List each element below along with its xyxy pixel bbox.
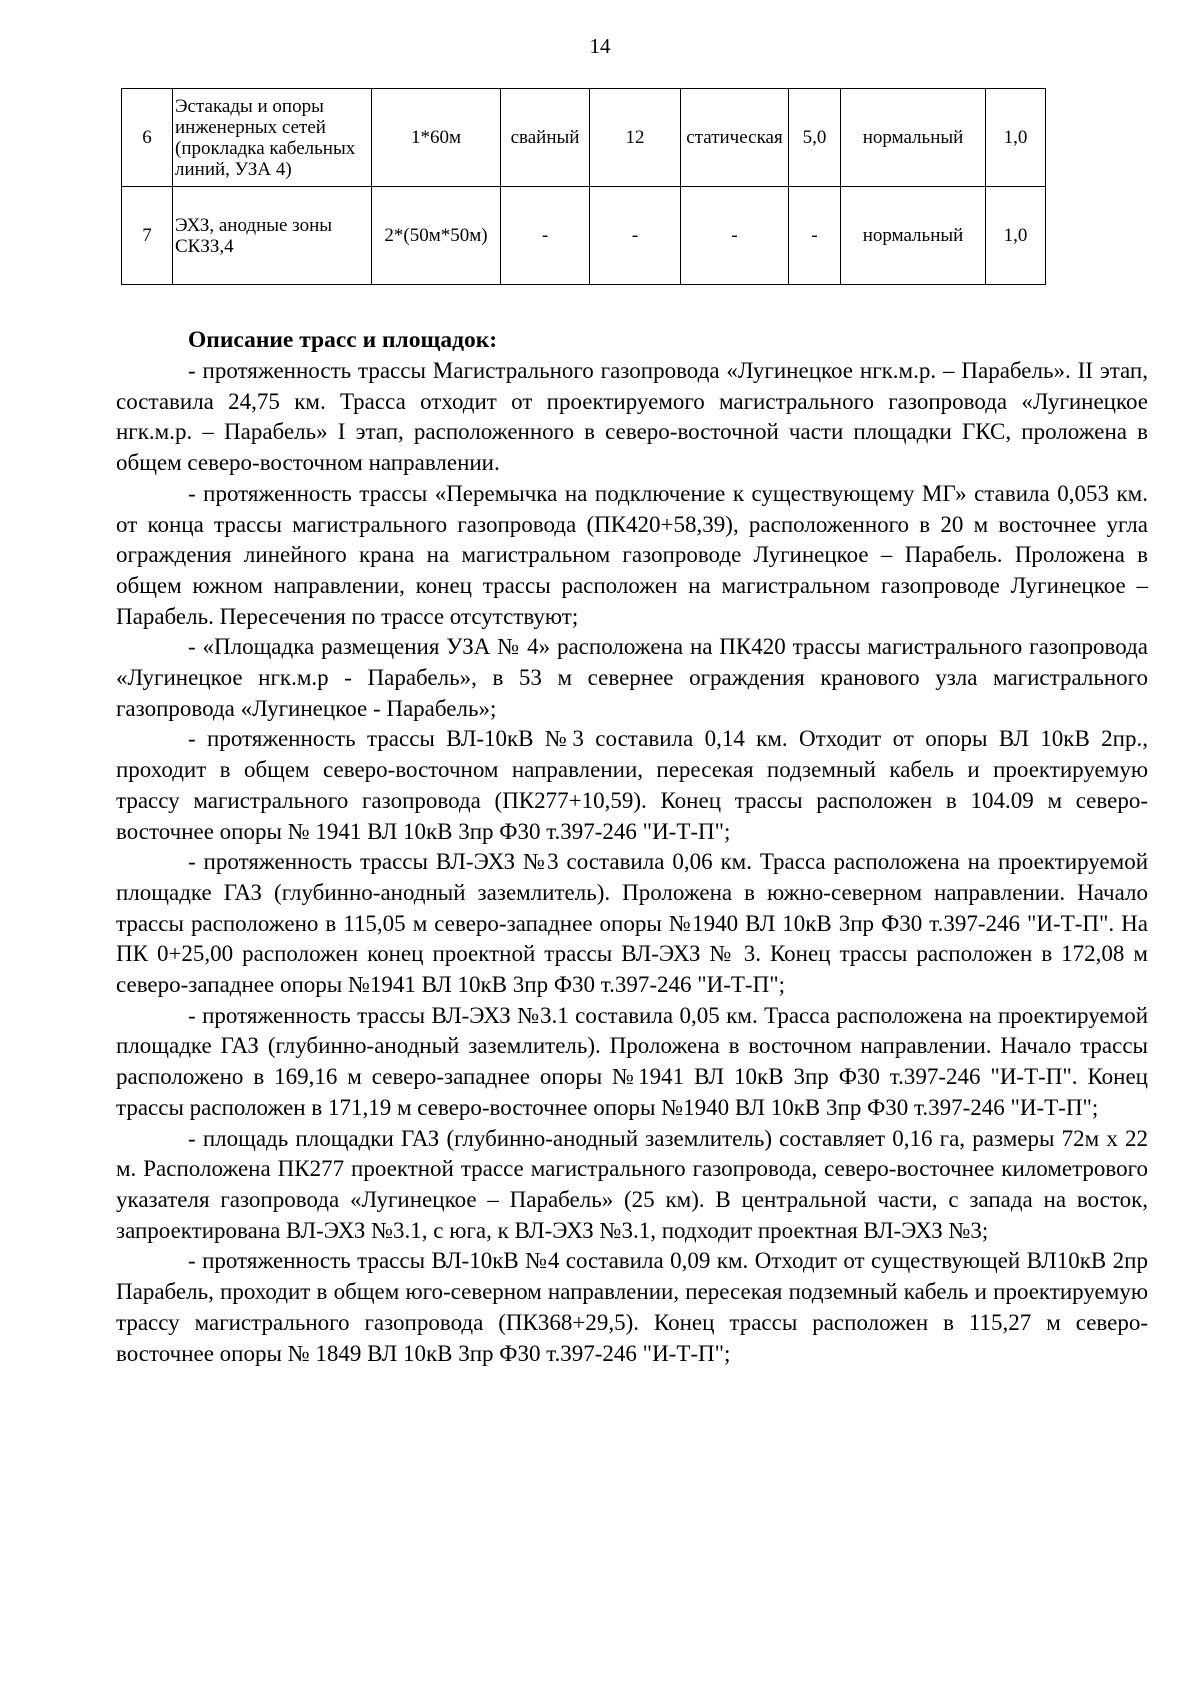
body-text — [116, 325, 1148, 1369]
paragraph: - протяженность трассы ВЛ-10кВ №3 составила 0,14 км. Отходит от опоры ВЛ 10кВ 2пр., проходит в общем северо-восточном направлении, пересекая подземный кабель и проектируемую трассу магистрального газопровода (ПК277+10,59). Конец трассы расположен в 104.09 м северо-восточнее опоры № 1941 ВЛ 10кВ 3пр Ф30 т.397-246 "И-Т-П"; — [116, 726, 1148, 844]
paragraph: - протяженность трассы ВЛ-10кВ №4 составила 0,09 км. Отходит от существующей ВЛ10кВ 2пр Парабель, проходит в общем юго-северном направлении, пересекая подземный кабель и проектируемую трассу магистрального газопровода (ПК368+29,5). Конец трассы расположен в 115,27 м северо-восточнее опоры № 1849 ВЛ 10кВ 3пр Ф30 т.397-246 "И-Т-П"; — [116, 1248, 1148, 1366]
paragraph: - протяженность трассы ВЛ-ЭХЗ №3.1 составила 0,05 км. Трасса расположена на проектируемой площадке ГАЗ (глубинно-анодный заземлитель). Проложена в восточном направлении. Начало трассы расположено в 169,16 м северо-западнее опоры №1941 ВЛ 10кВ 3пр Ф30 т.397-246 "И-Т-П". Конец трассы расположен в 171,19 м северо-восточнее опоры №1940 ВЛ 10кВ 3пр Ф30 т.397-246 "И-Т-П"; — [116, 1002, 1148, 1120]
load-type: - — [681, 187, 789, 285]
paragraph: - протяженность трассы ВЛ-ЭХЗ №3 составила 0,06 км. Трасса расположена на проектируемой площадке ГАЗ (глубинно-анодный заземлитель). Проложена в южно-северном направлении. Начало трассы расположено в 115,05 м северо-западнее опоры №1940 ВЛ 10кВ 3пр Ф30 т.397-246 "И-Т-П". На ПК 0+25,00 расположен конец проектной трассы ВЛ-ЭХЗ № 3. Конец трассы расположен в 172,08 м северо-западнее опоры №1941 ВЛ 10кВ 3пр Ф30 т.397-246 "И-Т-П"; — [116, 849, 1148, 998]
spec-table — [121, 88, 1046, 285]
row-number: 6 — [122, 89, 173, 187]
mode-cell: нормальный — [841, 187, 986, 285]
value-cell: 12 — [590, 89, 681, 187]
page-number: 14 — [589, 34, 611, 58]
factor-cell: 1,0 — [986, 187, 1046, 285]
load-type: статическая — [681, 89, 789, 187]
object-size: 1*60м — [372, 89, 501, 187]
object-name: ЭХЗ, анодные зоны СКЗЗ,4 — [173, 187, 372, 285]
table-row — [122, 89, 1046, 187]
object-name: Эстакады и опоры инженерных сетей (прокладка кабельных линий, УЗА 4) — [173, 89, 372, 187]
object-size: 2*(50м*50м) — [372, 187, 501, 285]
factor-cell: 1,0 — [986, 89, 1046, 187]
paragraph: - протяженность трассы Магистрального газопровода «Лугинецкое нгк.м.р. – Парабель». II этап, составила 24,75 км. Трасса отходит от проектируемого магистрального газопровода «Лугинецкое нгк.м.р. – Парабель» I этап, расположенного в северо-восточной части площадки ГКС, проложена в общем северо-восточном направлении. — [116, 358, 1148, 476]
paragraph: - протяженность трассы «Перемычка на подключение к существующему МГ» ставила 0,053 км. от конца трассы магистрального газопровода (ПК420+58,39), расположенного в 20 м восточнее угла ограждения линейного крана на магистральном газопроводе Лугинецкое – Парабель. Проложена в общем южном направлении, конец трассы расположен на магистральном газопроводе Лугинецкое – Парабель. Пересечения по трассе отсутствуют; — [116, 480, 1148, 629]
section-heading: Описание трасс и площадок: — [188, 327, 498, 353]
table-row — [122, 187, 1046, 285]
paragraph: - «Площадка размещения УЗА № 4» расположена на ПК420 трассы магистрального газопровода «Лугинецкое нгк.м.р - Парабель», в 53 м севернее ограждения кранового узла магистрального газопровода «Лугинецкое - Парабель»; — [116, 634, 1148, 721]
coefficient: - — [789, 187, 841, 285]
paragraph: - площадь площадки ГАЗ (глубинно-анодный заземлитель) составляет 0,16 га, размеры 72м х 22 м. Расположена ПК277 проектной трассе магистрального газопровода, северо-восточнее километрового указателя газопровода «Лугинецкое – Парабель» (25 км). В центральной части, с запада на восток, запроектирована ВЛ-ЭХЗ №3.1, с юга, к ВЛ-ЭХЗ №3.1, подходит проектная ВЛ-ЭХЗ №3; — [116, 1125, 1148, 1243]
foundation-type: свайный — [501, 89, 590, 187]
coefficient: 5,0 — [789, 89, 841, 187]
foundation-type: - — [501, 187, 590, 285]
row-number: 7 — [122, 187, 173, 285]
value-cell: - — [590, 187, 681, 285]
mode-cell: нормальный — [841, 89, 986, 187]
